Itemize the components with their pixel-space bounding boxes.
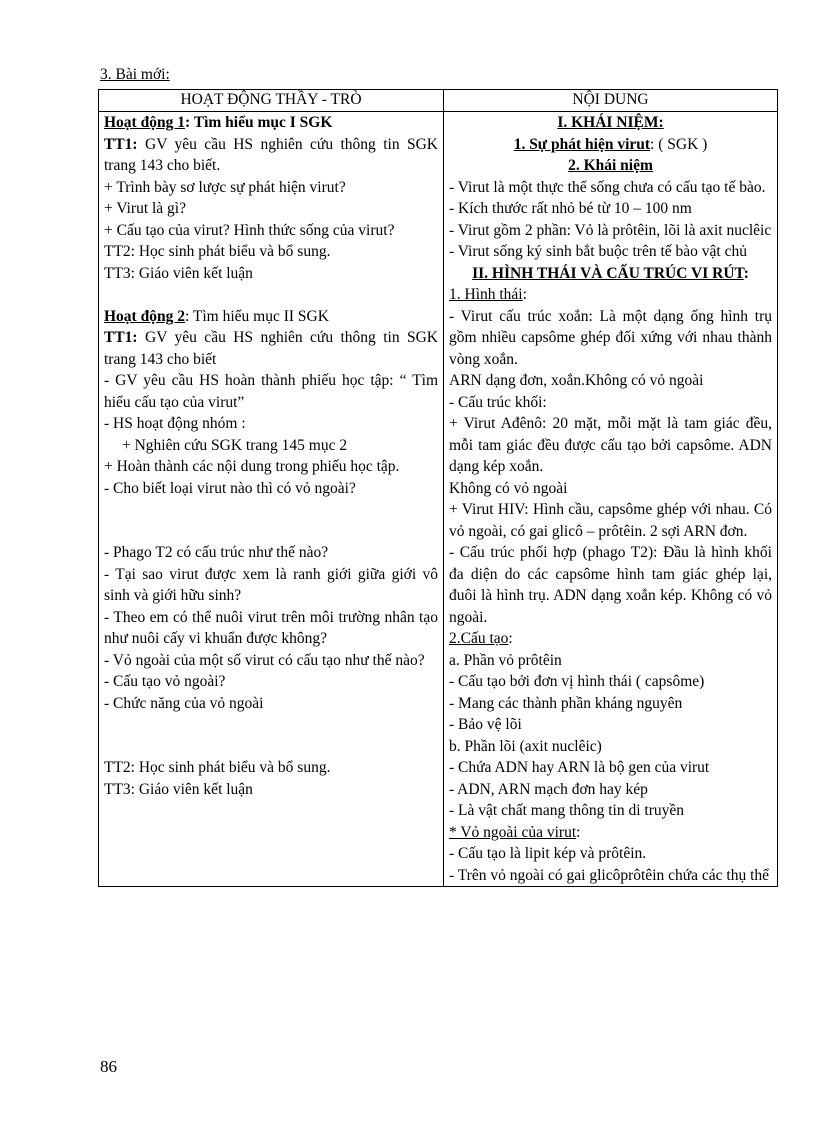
content-line: - Chứa ADN hay ARN là bộ gen của virut [449, 759, 710, 776]
content-line: Không có vỏ ngoài [449, 479, 568, 497]
content-line: - Cấu tạo là lipit kép và prôtêin. [449, 845, 647, 862]
question-envelope: - Cho biết loại virut nào thì có vỏ ngoài? [104, 479, 356, 497]
table-header-row [99, 90, 778, 112]
content-line: - Cấu trúc phối hợp (phago T2): Đầu là hình khối đa diện do các capsôme hình tam giác ghép lại, đuôi là hình trụ. ADN dạng xoắn kép. Không có vỏ ngoài. [449, 544, 772, 626]
question-definition: + Virut là gì? [104, 200, 186, 217]
content-line: - Cấu tạo bởi đơn vị hình thái ( capsôme) [449, 673, 705, 690]
header-teacher-student: HOẠT ĐỘNG THẦY - TRÒ [99, 90, 444, 112]
question-envelope-structure: - Vỏ ngoài của một số virut có cấu tạo như thế nào? [104, 651, 425, 669]
content-line: - Bảo vệ lõi [449, 716, 522, 733]
subheading-structure: 2.Cấu tạo: [449, 630, 513, 647]
content-line: - Là vật chất mang thông tin di truyền [449, 802, 685, 819]
activity-1-heading: Hoạt động 1: Tìm hiểu mục I SGK [104, 114, 333, 131]
subheading-envelope: * Vỏ ngoài của virut: [449, 823, 581, 841]
group-work: - HS hoạt động nhóm : [104, 415, 246, 432]
complete-worksheet: + Hoàn thành các nội dung trong phiếu học tập. [104, 458, 400, 475]
tt1-instruction-2: TT1: GV yêu cầu HS nghiên cứu thông tin SGK trang 143 cho biết [104, 329, 438, 368]
page-number: 86 [100, 1057, 117, 1076]
content-line: + Virut Ađênô: 20 mặt, mỗi mặt là tam giác đều, mỗi tam giác đều được cấu tạo bởi capsôme. ADN dạng kép xoắn. [449, 415, 772, 475]
content-line: - Virut là một thực thể sống chưa có cấu tạo tế bào. [449, 178, 766, 196]
heading-morphology-structure: II. HÌNH THÁI VÀ CẤU TRÚC VI RÚT: [472, 264, 749, 282]
content-line: - Cấu trúc khối: [449, 393, 547, 411]
question-boundary: - Tại sao virut được xem là ranh giới giữa giới vô sinh và giới hữu sinh? [104, 565, 438, 604]
content-line: - ADN, ARN mạch đơn hay kép [449, 780, 648, 798]
study-sgk: + Nghiên cứu SGK trang 145 mục 2 [122, 436, 348, 454]
table-row [99, 112, 778, 887]
content-line: - Kích thước rất nhỏ bé từ 10 – 100 nm [449, 200, 692, 217]
subheading-morphology: 1. Hình thái: [449, 286, 527, 303]
content-line: + Virut HIV: Hình cầu, capsôme ghép với nhau. Có vỏ ngoài, có gai glicô – prôtêin. 2 sợi ARN đơn. [449, 501, 772, 540]
subheading-discovery: 1. Sự phát hiện virut: ( SGK ) [513, 135, 708, 153]
content-line: - Virut gồm 2 phần: Vỏ là prôtêin, lõi là axit nuclêic [449, 221, 772, 239]
question-phage-t2: - Phago T2 có cấu trúc như thế nào? [104, 544, 329, 561]
subheading-definition: 2. Khái niệm [568, 157, 653, 174]
content-line: - Mang các thành phần kháng nguyên [449, 694, 683, 712]
worksheet-task: - GV yêu cầu HS hoàn thành phiếu học tập: “ Tìm hiểu cấu tạo của virut” [104, 372, 438, 411]
content-cell [444, 112, 778, 887]
content-line: b. Phần lõi (axit nuclêic) [449, 737, 602, 755]
question-envelope-function: - Chức năng của vỏ ngoài [104, 694, 264, 712]
question-discovery: + Trình bày sơ lược sự phát hiện virut? [104, 178, 346, 196]
question-structure: + Cấu tạo của virut? Hình thức sống của virut? [104, 221, 395, 239]
content-line: - Virut sống ký sinh bắt buộc trên tế bào vật chủ [449, 243, 747, 260]
heading-concept: I. KHÁI NIỆM: [557, 114, 664, 131]
lesson-table [98, 89, 778, 887]
tt2-step-2: TT2: Học sinh phát biểu và bổ sung. [104, 759, 331, 776]
teacher-activities-cell [99, 112, 444, 887]
question-culture: - Theo em có thể nuôi virut trên môi trường nhân tạo như nuôi cấy vi khuẩn được không? [104, 608, 438, 647]
content-line: - Trên vỏ ngoài có gai glicôprôtêin chứa các thụ thể [449, 866, 770, 884]
section-title: 3. Bài mới: [100, 66, 170, 83]
tt3-step-2: TT3: Giáo viên kết luận [104, 780, 253, 798]
content-line: a. Phần vỏ prôtêin [449, 651, 562, 669]
tt1-instruction: TT1: GV yêu cầu HS nghiên cứu thông tin SGK trang 143 cho biết. [104, 135, 438, 174]
content-line: - Virut cấu trúc xoắn: Là một dạng ống hình trụ gồm nhiều capsôme ghép đối xứng với nhau thành vòng xoắn. [449, 307, 772, 368]
header-content: NỘI DUNG [444, 90, 778, 112]
content-line: ARN dạng đơn, xoắn.Không có vỏ ngoài [449, 372, 704, 389]
activity-2-heading: Hoạt động 2: Tìm hiểu mục II SGK [104, 307, 329, 325]
tt3-step: TT3: Giáo viên kết luận [104, 264, 253, 282]
tt2-step: TT2: Học sinh phát biểu và bổ sung. [104, 243, 331, 260]
question-envelope-composition: - Cấu tạo vỏ ngoài? [104, 673, 226, 690]
